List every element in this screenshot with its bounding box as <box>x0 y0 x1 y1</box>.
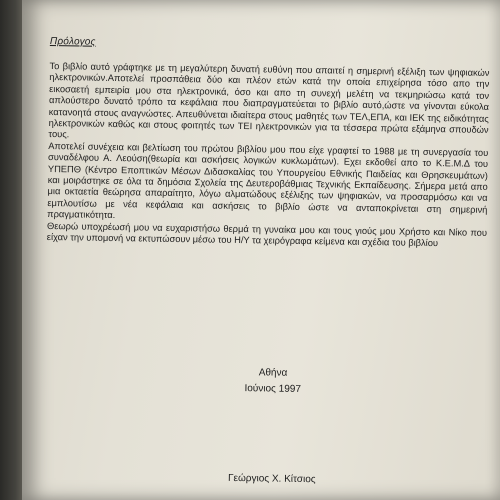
signoff-place: Αθήνα <box>258 367 288 379</box>
preface-heading: Πρόλογος <box>49 36 96 48</box>
preface-paragraph-3: Θεωρώ υποχρέωσή μου να ευχαριστήσω θερμά τη γυναίκα μου και τους γιούς μου Χρήστο και Νίκο που είχαν την υπομονή να εκτυπώσουν μέσω του Η/Υ τα χειρόγραφα κείμενα και σχέδια του βιβλίου <box>46 220 488 249</box>
book-spine-shadow <box>0 0 22 500</box>
page-content <box>46 36 490 486</box>
preface-paragraph-1: Το βιβλίο αυτό γράφτηκε με τη μεγαλύτερη δυνατή ευθύνη που απαιτεί η σημερινή εξέλιξη των ψηφιακών ηλεκτρονικών.Αποτελεί προσπάθεια δύο και πλέον ετών κατά την οποία επιχείρησα τόσο απο την εικοσαετή εμπειρία μου στα ηλεκτρονικά, όσο και απο τη συνεχή μελέτη να τεκμηριώσω κατά τον απλούστερο δυνατό τρόπο τα κεφάλαια που διαπραγματεύεται το βιβλίο αυτό,ώστε να γίνονται εύκολα κατανοητά στους αναγνώστες. Απευθύνεται ιδιαίτερα στους μαθητές των ΤΕΛ,ΕΠΑ, και ΙΕΚ της ειδικότητας ηλεκτρονικών καθώς και στους φοιτητές των ΤΕΙ ηλεκτρονικών για τα τέσσερα πρώτα εξάμηνα σπουδών τους. <box>48 60 490 140</box>
preface-paragraph-2: Αποτελεί συνέχεια και βελτίωση του πρώτου βιβλίου μου που είχε γραφτεί το 1988 με τη συνεργασία του συναδέλφου Α. Λεούση(θεωρία και ασκήσεις λογικών κυκλωμάτων). Εχει εκδοθεί απο το Κ.Ε.Μ.Δ του ΥΠΕΠΘ (Κέντρο Εποπτικών Μέσων Διδασκαλίας του Υπουργείου Εθνικής Παιδείας και Θρησκευμάτων) και μοιράστηκε σε όλα τα δημόσια Σχολεία της Δευτεροβάθμιας Τεχνικής Εκπαίδευσης. Σήμερα μετά απο μια οκταετία θεώρησα απαραίτητο, λόγω αλματώδους εξέλιξης των ψηφιακών, να προσαρμόσω και να εμπλουτίσω με νέα κεφάλαια και ασκήσεις το βιβλίο ώστε να ανταποκρίνεται στη σημερινή πραγματικότητα. <box>47 140 489 221</box>
signoff-author: Γεώργιος Χ. Κίτσιος <box>227 472 316 486</box>
book-page <box>22 0 500 500</box>
signoff-date: Ιούνιος 1997 <box>244 383 302 395</box>
signoff-block <box>45 362 485 486</box>
